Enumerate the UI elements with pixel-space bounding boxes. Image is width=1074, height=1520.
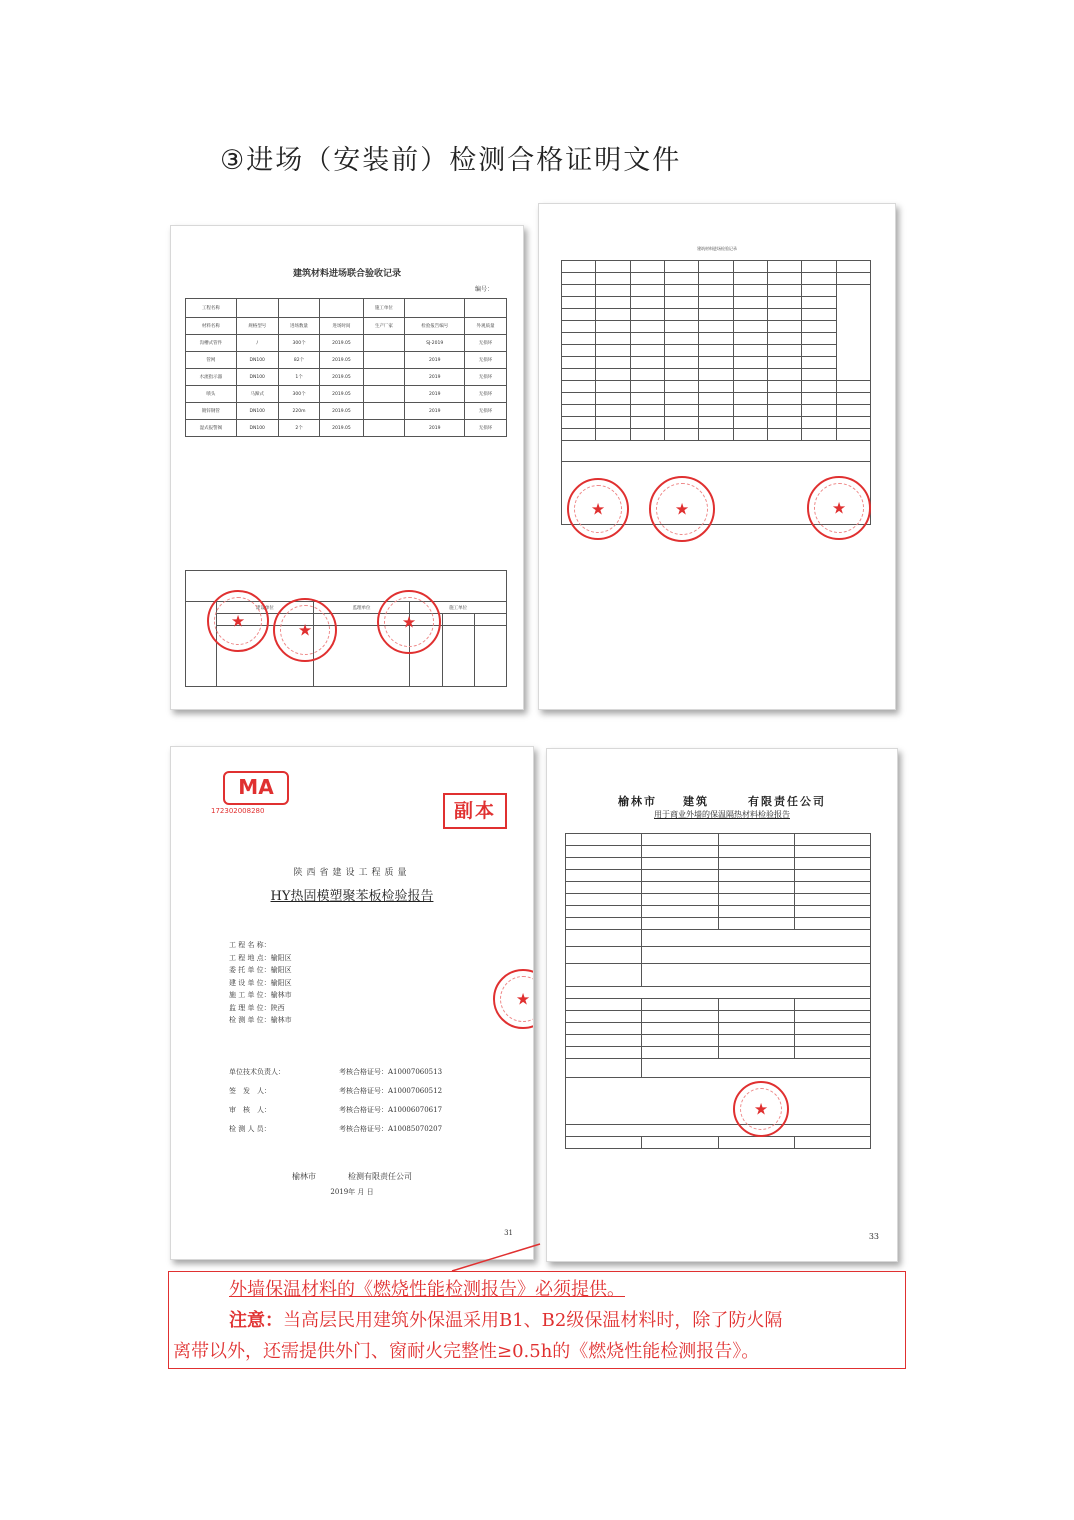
doc1-number: 编号： — [474, 286, 493, 293]
copy-stamp: 副本 — [443, 793, 507, 829]
table-cell: 无损坏 — [465, 386, 507, 403]
table-cell: DN100 — [236, 352, 278, 369]
page-number: 33 — [868, 1232, 879, 1241]
signature-cert: 考核合格证号：A10006070617 — [339, 1106, 443, 1114]
report-subtitle: 用于商业外墙的保温隔热材料检验报告 — [654, 810, 790, 819]
table-cell: 马蹄式 — [236, 386, 278, 403]
note-line-3: 离带以外，还需提供外门、窗耐火完整性≥0.5h的《燃烧性能检测报告》。 — [173, 1341, 760, 1362]
info-line: 施 工 单 位：榆林市 — [229, 991, 292, 999]
report-title: HY热固模塑聚苯板检验报告 — [270, 889, 434, 904]
note-line-2 — [229, 1305, 782, 1336]
table-cell: 管网 — [186, 352, 237, 369]
table-cell: 无损坏 — [465, 335, 507, 352]
doc1-unit-1: 建设单位 — [217, 602, 314, 614]
table-cell: / — [236, 335, 278, 352]
table-cell: 300个 — [278, 335, 320, 352]
table-cell: 施工单位 — [363, 299, 405, 318]
table-cell: DN100 — [236, 369, 278, 386]
table-cell: 规格型号 — [236, 318, 278, 335]
table-cell: DN100 — [236, 403, 278, 420]
table-cell: 1个 — [278, 369, 320, 386]
table-cell: 材料名称 — [186, 318, 237, 335]
page-number: 31 — [504, 1229, 513, 1237]
table-cell: 检验报告编号 — [405, 318, 465, 335]
signature-role: 检 测 人 员： — [229, 1125, 271, 1133]
table-cell: 喷头 — [186, 386, 237, 403]
table-cell: 2019 — [405, 420, 465, 437]
page-heading: ③进场（安装前）检测合格证明文件 — [220, 145, 682, 176]
table-cell: 生产厂家 — [363, 318, 405, 335]
table-cell: 进场数量 — [278, 318, 320, 335]
table-cell: 2019.05 — [320, 420, 363, 437]
info-line: 监 理 单 位：陕西 — [229, 1003, 285, 1012]
table-cell: 2019.05 — [320, 386, 363, 403]
table-cell: 2019 — [405, 352, 465, 369]
table-cell: 220m — [278, 403, 320, 420]
report-date: 2019年 月 日 — [330, 1188, 374, 1196]
table-cell: 82个 — [278, 352, 320, 369]
signature-cert: 考核合格证号：A10085070207 — [339, 1125, 443, 1133]
table-cell: SJ-2019 — [405, 335, 465, 352]
info-line: 委 托 单 位：榆阳区 — [229, 966, 292, 974]
cma-number: 172302008280 — [211, 807, 265, 815]
table-cell: 2019 — [405, 369, 465, 386]
info-line: 工 程 名 称： — [229, 941, 271, 949]
table-cell: DN100 — [236, 420, 278, 437]
table-cell: 无损坏 — [465, 403, 507, 420]
table-cell: 工程名称 — [186, 299, 237, 318]
doc1-title: 建筑材料进场联合验收记录 — [292, 269, 401, 279]
table-cell: 2个 — [278, 420, 320, 437]
table-cell: 镀锌钢管 — [186, 403, 237, 420]
table-cell: 沟槽式管件 — [186, 335, 237, 352]
table-cell: 无损坏 — [465, 369, 507, 386]
doc1-unit-3: 施工单位 — [410, 602, 507, 614]
table-cell: 2019.05 — [320, 403, 363, 420]
table-cell: 2019.05 — [320, 369, 363, 386]
table-cell: 2019.05 — [320, 335, 363, 352]
signature-cert: 考核合格证号：A10007060513 — [339, 1068, 443, 1076]
doc1-unit-2: 监理单位 — [313, 602, 410, 614]
table-cell: 进场时间 — [320, 318, 363, 335]
table-cell: 外观质量 — [465, 318, 507, 335]
table-cell: 无损坏 — [465, 420, 507, 437]
signature-cert: 考核合格证号：A10007060512 — [339, 1087, 443, 1095]
report-company: 榆林市 建筑 有限责任公司 — [618, 795, 826, 808]
signature-role: 审 核 人： — [229, 1106, 271, 1114]
table-cell: 湿式报警阀 — [186, 420, 237, 437]
report-authority: 陕西省建设工程质量 — [293, 868, 411, 878]
note-label: 注意： — [229, 1310, 283, 1331]
doc2-title: 建筑材料进场检验记录 — [697, 246, 737, 251]
info-line: 检 测 单 位：榆林市 — [229, 1016, 292, 1024]
table-cell: 2019.05 — [320, 352, 363, 369]
cma-mark-icon: MA — [223, 771, 289, 805]
signature-role: 单位技术负责人： — [229, 1068, 285, 1076]
signature-role: 签 发 人： — [229, 1087, 271, 1095]
info-line: 建 设 单 位：榆阳区 — [229, 978, 292, 987]
info-line: 工 程 地 点：榆阳区 — [229, 953, 292, 962]
requirement-note-box — [168, 1271, 906, 1369]
table-cell: 2019 — [405, 403, 465, 420]
table-cell: 2019 — [405, 386, 465, 403]
note-line-1: 外墙保温材料的《燃烧性能检测报告》必须提供。 — [229, 1279, 625, 1300]
note-line-2-text: 当高层民用建筑外保温采用B1、B2级保温材料时，除了防火隔 — [283, 1310, 783, 1331]
table-cell: 300个 — [278, 386, 320, 403]
table-cell: 水流指示器 — [186, 369, 237, 386]
table-cell: 无损坏 — [465, 352, 507, 369]
testing-company: 榆林市 检测有限责任公司 — [292, 1172, 412, 1181]
